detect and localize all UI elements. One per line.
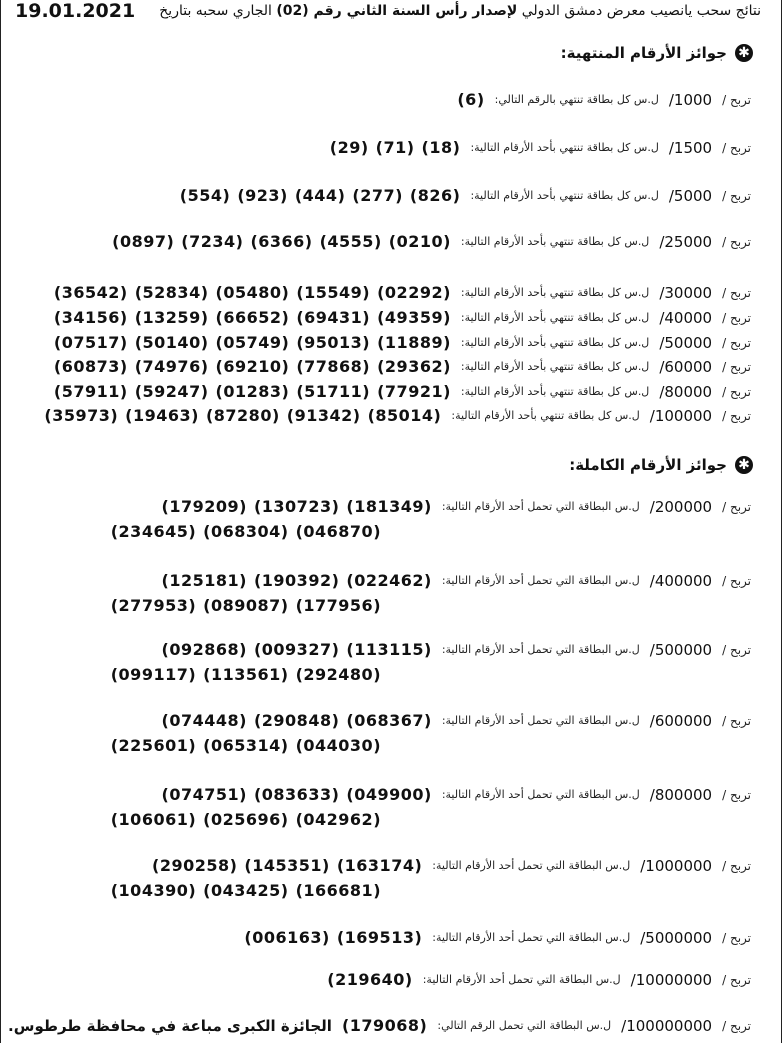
prize-amount: 1000/ (668, 90, 713, 109)
prize-prefix: تربح / (722, 188, 751, 203)
winning-number: (009327) (253, 640, 340, 659)
winning-number: (07517) (53, 333, 128, 352)
winning-numbers (145, 856, 422, 875)
winning-number: (106061) (110, 810, 197, 829)
winning-number: (179068) (341, 1016, 428, 1035)
section-full-heading (569, 456, 753, 474)
winning-number: (35973) (44, 406, 119, 425)
ending-prize-row (21, 382, 751, 401)
winning-number: (29) (329, 138, 369, 157)
winning-number: (69431) (296, 308, 371, 327)
prize-amount: 600000/ (649, 711, 713, 730)
winning-numbers-continued (21, 596, 381, 615)
prize-description: ل.س كل بطاقة تنتهي بأحد الأرقام التالية: (460, 385, 650, 398)
winning-numbers (155, 497, 432, 516)
winning-number: (169513) (336, 928, 423, 947)
prize-description: ل.س البطاقة التي تحمل أحد الأرقام التالية: (422, 973, 621, 986)
prize-amount: 1500/ (668, 138, 713, 157)
winning-number: (6366) (250, 232, 313, 251)
prize-amount: 100000/ (649, 406, 713, 425)
winning-number: (068304) (203, 522, 289, 541)
winning-number: (444) (294, 186, 346, 205)
full-prize-block (21, 711, 751, 755)
winning-number: (290848) (253, 711, 340, 730)
winning-numbers (47, 357, 451, 376)
prize-prefix: تربح / (722, 335, 751, 350)
winning-number: (77921) (377, 382, 451, 401)
winning-number: (85014) (367, 406, 442, 425)
ending-prize-row (21, 333, 751, 352)
winning-number: (145351) (244, 856, 330, 875)
prize-amount: 1000000/ (640, 856, 713, 875)
winning-number: (022462) (346, 571, 432, 590)
ending-prize-row (21, 186, 751, 205)
winning-number: (0897) (112, 232, 175, 251)
winning-number: (34156) (53, 308, 128, 327)
asterisk-icon: ✱ (735, 456, 753, 474)
full-prize-line (21, 711, 751, 730)
winning-numbers (237, 928, 422, 947)
prize-description: ل.س البطاقة التي تحمل أحد الأرقام التالية: (441, 500, 640, 513)
full-prize-block (21, 497, 751, 541)
winning-number: (130723) (253, 497, 340, 516)
winning-number: (36542) (53, 283, 128, 302)
prize-prefix: تربح / (722, 642, 751, 657)
winning-number: (068367) (346, 711, 432, 730)
winning-numbers-continued (21, 665, 381, 684)
winning-number: (0210) (388, 232, 451, 251)
ending-prize-row (21, 308, 751, 327)
winning-number: (29362) (377, 357, 451, 376)
prize-prefix: تربح / (722, 140, 751, 155)
winning-number: (292480) (295, 665, 381, 684)
prize-prefix: تربح / (722, 930, 751, 945)
winning-numbers (155, 785, 432, 804)
winning-numbers (173, 186, 461, 205)
winning-number: (234645) (110, 522, 197, 541)
winning-number: (11889) (377, 333, 451, 352)
winning-number: (113115) (346, 640, 432, 659)
grand-prize-row (8, 1016, 751, 1035)
prize-description: ل.س كل بطاقة تنتهي بأحد الأرقام التالية: (470, 141, 659, 154)
prize-prefix: تربح / (722, 972, 751, 987)
prize-amount: 50000/ (659, 333, 713, 352)
grand-prize-note: الجائزة الكبرى مباعة في محافظة طرطوس. (8, 1016, 332, 1035)
winning-number: (219640) (327, 970, 413, 989)
prize-description: ل.س كل بطاقة تنتهي بالرقم التالي: (494, 93, 659, 106)
prize-amount: 500000/ (649, 640, 713, 659)
prize-description: ل.س كل بطاقة تنتهي بأحد الأرقام التالية: (460, 311, 650, 324)
prize-amount: 60000/ (659, 357, 713, 376)
prize-prefix: تربح / (722, 359, 751, 374)
prize-prefix: تربح / (722, 92, 751, 107)
winning-numbers-continued (21, 736, 381, 755)
prize-description: ل.س البطاقة التي تحمل أحد الأرقام التالية: (441, 714, 640, 727)
prize-amount: 5000/ (668, 186, 713, 205)
prize-amount: 30000/ (659, 283, 713, 302)
winning-numbers (450, 90, 484, 109)
winning-number: (66652) (215, 308, 290, 327)
prize-description: ل.س البطاقة التي تحمل أحد الأرقام التالية: (432, 931, 631, 944)
full-prize-block (21, 856, 751, 900)
full-prize-line (21, 640, 751, 659)
winning-numbers (320, 970, 412, 989)
prize-amount: 200000/ (649, 497, 713, 516)
full-prize-block (21, 928, 751, 947)
winning-number: (01283) (215, 382, 290, 401)
prize-prefix: تربح / (722, 285, 751, 300)
winning-numbers-continued (21, 810, 381, 829)
winning-number: (277953) (110, 596, 197, 615)
prize-prefix: تربح / (722, 408, 751, 423)
full-prize-line (21, 856, 751, 875)
winning-number: (49359) (377, 308, 451, 327)
winning-numbers-continued (21, 522, 381, 541)
prize-amount: 80000/ (659, 382, 713, 401)
section-ending-heading (561, 44, 753, 62)
prize-prefix: تربح / (722, 858, 751, 873)
ending-prize-row (21, 232, 751, 251)
winning-numbers (37, 406, 441, 425)
winning-number: (179209) (161, 497, 247, 516)
winning-number: (125181) (161, 571, 247, 590)
winning-number: (826) (409, 186, 461, 205)
prize-prefix: تربح / (722, 713, 751, 728)
prize-prefix: تربح / (722, 234, 751, 249)
document-header (15, 0, 761, 22)
winning-number: (59247) (134, 382, 209, 401)
winning-number: (177956) (295, 596, 381, 615)
winning-number: (065314) (203, 736, 289, 755)
prize-amount: 5000000/ (640, 928, 713, 947)
winning-number: (71) (375, 138, 415, 157)
ending-prize-row (21, 406, 751, 425)
winning-number: (7234) (181, 232, 244, 251)
winning-number: (046870) (295, 522, 381, 541)
ending-prize-row (21, 90, 751, 109)
winning-number: (05749) (215, 333, 290, 352)
winning-number: (083633) (253, 785, 340, 804)
winning-number: (18) (421, 138, 461, 157)
full-prize-line (21, 928, 751, 947)
winning-number: (05480) (215, 283, 290, 302)
prize-prefix: تربح / (722, 573, 751, 588)
winning-number: (163174) (336, 856, 423, 875)
draw-date: 19.01.2021 (15, 0, 136, 22)
winning-number: (19463) (125, 406, 199, 425)
winning-number: (02292) (377, 283, 451, 302)
winning-numbers (47, 333, 451, 352)
winning-numbers (323, 138, 461, 157)
full-prize-line (21, 785, 751, 804)
ending-prize-row (21, 283, 751, 302)
prize-prefix: تربح / (722, 1018, 751, 1033)
prize-description: ل.س كل بطاقة تنتهي بأحد الأرقام التالية: (460, 360, 650, 373)
winning-number: (57911) (53, 382, 128, 401)
winning-numbers (155, 711, 432, 730)
prize-description: ل.س كل بطاقة تنتهي بأحد الأرقام التالية: (460, 235, 650, 248)
winning-number: (043425) (203, 881, 289, 900)
winning-numbers (155, 640, 432, 659)
asterisk-icon: ✱ (735, 44, 753, 62)
prize-amount: 100000000/ (621, 1016, 713, 1035)
winning-number: (166681) (295, 881, 381, 900)
winning-number: (044030) (295, 736, 381, 755)
prize-description: ل.س كل بطاقة تنتهي بأحد الأرقام التالية: (451, 409, 640, 422)
winning-number: (87280) (205, 406, 280, 425)
winning-numbers (105, 232, 451, 251)
full-prize-block (21, 640, 751, 684)
winning-number: (092868) (161, 640, 247, 659)
winning-number: (049900) (346, 785, 432, 804)
winning-number: (51711) (296, 382, 371, 401)
prize-description: ل.س كل بطاقة تنتهي بأحد الأرقام التالية: (460, 286, 650, 299)
winning-number: (13259) (134, 308, 209, 327)
section-full-title: جوائز الأرقام الكاملة: (569, 456, 727, 474)
full-prize-line (21, 497, 751, 516)
full-prize-block (21, 970, 751, 989)
winning-numbers-continued (21, 881, 381, 900)
header-title (159, 3, 761, 19)
winning-number: (181349) (346, 497, 432, 516)
ending-prize-row (21, 357, 751, 376)
winning-number: (113561) (203, 665, 289, 684)
prize-description: ل.س البطاقة التي تحمل أحد الأرقام التالية: (441, 574, 640, 587)
winning-number: (225601) (110, 736, 197, 755)
prize-amount: 40000/ (659, 308, 713, 327)
winning-number: (074448) (161, 711, 247, 730)
winning-numbers (47, 382, 451, 401)
prize-description: ل.س كل بطاقة تنتهي بأحد الأرقام التالية: (460, 336, 650, 349)
winning-number: (50140) (134, 333, 209, 352)
ending-prize-row (21, 138, 751, 157)
prize-amount: 800000/ (649, 785, 713, 804)
full-prize-line (21, 970, 751, 989)
winning-number: (099117) (110, 665, 197, 684)
winning-number: (60873) (53, 357, 128, 376)
winning-number: (74976) (134, 357, 209, 376)
section-ending-title: جوائز الأرقام المنتهية: (560, 44, 727, 62)
winning-number: (69210) (215, 357, 290, 376)
prize-prefix: تربح / (722, 787, 751, 802)
winning-numbers (47, 283, 451, 302)
winning-number: (77868) (296, 357, 371, 376)
winning-number: (4555) (319, 232, 382, 251)
winning-number: (6) (457, 90, 485, 109)
winning-number: (52834) (134, 283, 209, 302)
winning-number: (025696) (203, 810, 289, 829)
prize-amount: 400000/ (649, 571, 713, 590)
header-prefix: نتائج سحب يانصيب معرض دمشق الدولي (521, 3, 761, 19)
prize-description: ل.س البطاقة التي تحمل أحد الأرقام التالية: (441, 788, 640, 801)
winning-number: (290258) (152, 856, 238, 875)
prize-description: ل.س البطاقة التي تحمل أحد الأرقام التالية: (441, 643, 640, 656)
winning-number: (074751) (161, 785, 247, 804)
winning-numbers (47, 308, 451, 327)
winning-number: (923) (237, 186, 288, 205)
winning-number: (95013) (296, 333, 371, 352)
prize-prefix: تربح / (722, 310, 751, 325)
winning-numbers (155, 571, 432, 590)
prize-prefix: تربح / (722, 384, 751, 399)
header-suffix: الجاري سحبه بتاريخ (159, 3, 272, 19)
full-prize-line (21, 571, 751, 590)
winning-number: (089087) (203, 596, 289, 615)
winning-number: (042962) (295, 810, 381, 829)
winning-number: (277) (352, 186, 403, 205)
prize-description: ل.س البطاقة التي تحمل الرقم التالي: (437, 1019, 612, 1032)
winning-number: (190392) (253, 571, 340, 590)
winning-number: (15549) (296, 283, 371, 302)
full-prize-block (21, 571, 751, 615)
prize-amount: 25000/ (659, 232, 713, 251)
header-issue: لإصدار رأس السنة الثاني رقم (02) (276, 3, 518, 19)
prize-description: ل.س البطاقة التي تحمل أحد الأرقام التالية: (432, 859, 631, 872)
prize-description: ل.س كل بطاقة تنتهي بأحد الأرقام التالية: (470, 189, 659, 202)
winning-number: (104390) (110, 881, 197, 900)
winning-number: (554) (179, 186, 231, 205)
full-prize-block (21, 785, 751, 829)
winning-number: (006163) (244, 928, 330, 947)
prize-prefix: تربح / (722, 499, 751, 514)
winning-number: (91342) (286, 406, 361, 425)
prize-amount: 10000000/ (630, 970, 713, 989)
